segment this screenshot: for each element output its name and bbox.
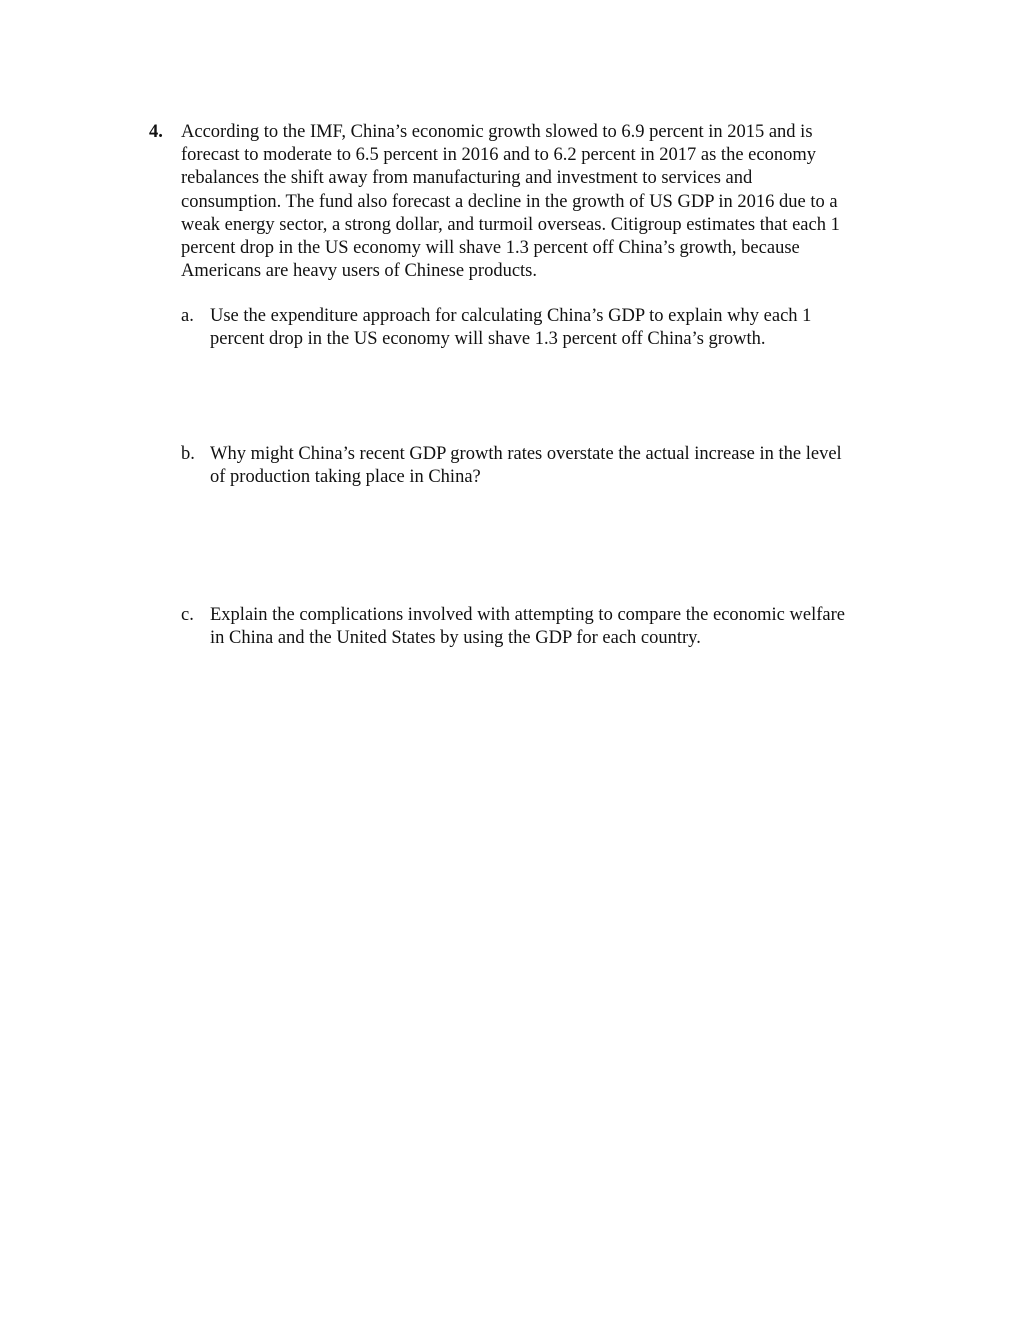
question-line: weak energy sector, a strong dollar, and turmoil overseas. Citigroup estimates that each 1	[181, 214, 840, 235]
sub-question-line: Explain the complications involved with attempting to compare the economic welfare	[210, 605, 845, 625]
sub-question-c-letter: c.	[181, 605, 194, 625]
question-line: Americans are heavy users of Chinese products.	[181, 261, 538, 282]
question-line: percent drop in the US economy will shave 1.3 percent off China’s growth, because	[181, 238, 800, 259]
sub-question-c-text	[210, 604, 905, 650]
sub-question-line: Use the expenditure approach for calculating China’s GDP to explain why each 1	[210, 306, 812, 326]
sub-question-line: of production taking place in China?	[210, 467, 481, 488]
sub-question-a-letter: a.	[181, 306, 194, 326]
question-text	[181, 121, 901, 283]
sub-question-line: Why might China’s recent GDP growth rates overstate the actual increase in the level	[210, 444, 842, 464]
sub-question-b-letter: b.	[181, 444, 195, 464]
question-line: According to the IMF, China’s economic growth slowed to 6.9 percent in 2015 and is	[181, 122, 813, 142]
sub-question-line: percent drop in the US economy will shave 1.3 percent off China’s growth.	[210, 329, 766, 350]
question-number: 4.	[149, 122, 163, 142]
question-line: forecast to moderate to 6.5 percent in 2016 and to 6.2 percent in 2017 as the economy	[181, 145, 816, 166]
sub-question-line: in China and the United States by using the GDP for each country.	[210, 628, 701, 649]
question-line: consumption. The fund also forecast a decline in the growth of US GDP in 2016 due to a	[181, 191, 838, 212]
sub-question-a-text	[210, 305, 905, 351]
sub-question-b-text	[210, 443, 905, 489]
question-line: rebalances the shift away from manufacturing and investment to services and	[181, 168, 753, 189]
